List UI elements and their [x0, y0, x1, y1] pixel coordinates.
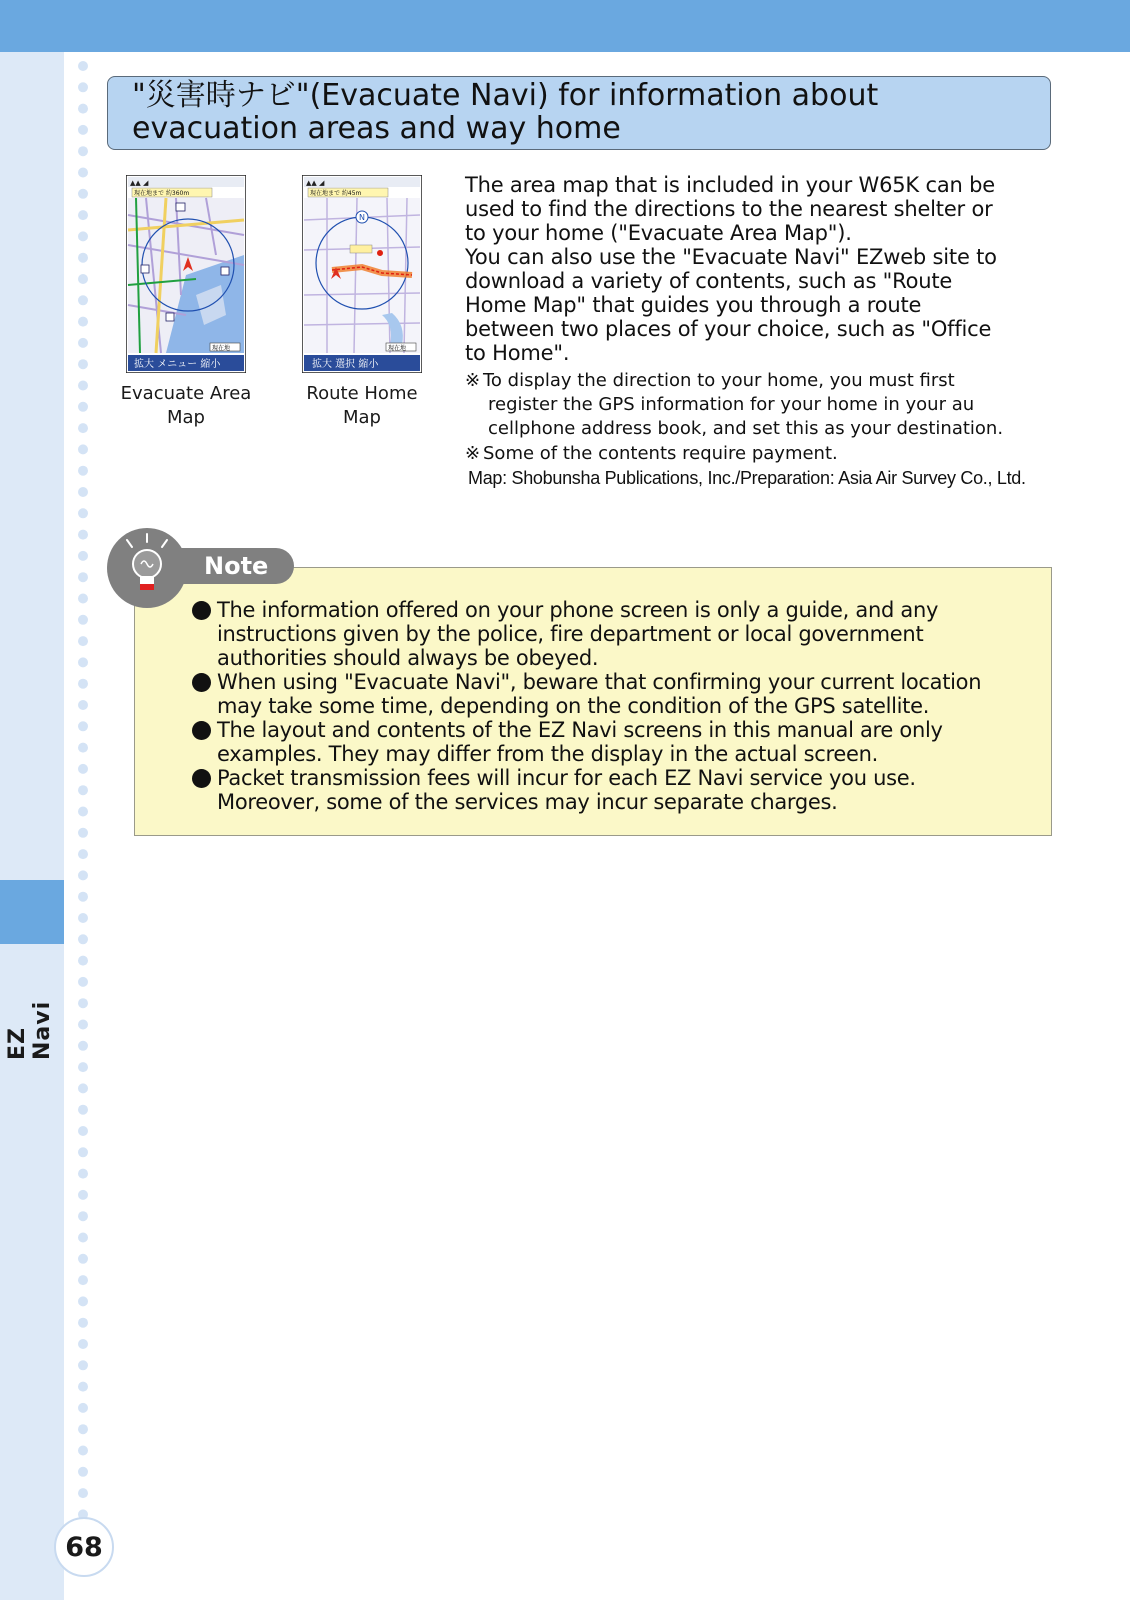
binder-dot [78, 1488, 88, 1498]
binder-dot [78, 1360, 88, 1370]
map2-softkeys: 拡大 選択 縮小 [312, 359, 379, 370]
note-item-3-line-1: The layout and contents of the EZ Navi screens in this manual are only [217, 718, 943, 742]
binder-dot [78, 274, 88, 284]
binder-dot [78, 1169, 88, 1179]
note-item [192, 718, 1047, 766]
caption-2-line-1: Route Home [306, 383, 418, 404]
binder-dot [78, 168, 88, 178]
binder-dot [78, 189, 88, 199]
binder-dot [78, 231, 88, 241]
binder-dot [78, 1126, 88, 1136]
binder-dot [78, 998, 88, 1008]
map1-softkeys: 拡大 メニュー 縮小 [134, 359, 221, 370]
binder-dot [78, 317, 88, 327]
binder-dot [78, 1446, 88, 1456]
svg-text:▲▲ ◢: ▲▲ ◢ [306, 179, 325, 187]
body-line: used to find the directions to the nearest shelter or [465, 197, 993, 221]
body-line: to Home". [465, 341, 570, 365]
bullet-icon [192, 721, 211, 740]
bullet-icon [192, 769, 211, 788]
body-line: Home Map" that guides you through a route [465, 293, 922, 317]
binder-dot [78, 1233, 88, 1243]
binder-dot [78, 934, 88, 944]
footnote-1-line-2: register the GPS information for your home in your au [488, 394, 975, 415]
binder-dot [78, 423, 88, 433]
map2-status-text: 現在地まで 約45m [310, 190, 362, 197]
binder-dot [78, 82, 88, 92]
binder-dot [78, 508, 88, 518]
map1-location-button: 現在地 [212, 345, 231, 352]
binder-dot [78, 1339, 88, 1349]
binder-dot [78, 1147, 88, 1157]
binder-dot [78, 657, 88, 667]
binder-dot [78, 636, 88, 646]
caption-1-line-2: Map [167, 407, 205, 428]
binder-dot [78, 977, 88, 987]
binder-dots-graphic [77, 60, 89, 1520]
binder-dot [78, 764, 88, 774]
binder-dot [78, 679, 88, 689]
note-item-1-line-3: authorities should always be obeyed. [217, 646, 599, 670]
binder-dot [78, 1041, 88, 1051]
binder-dot [78, 1190, 88, 1200]
page-number-text: 68 [65, 1531, 103, 1563]
evacuate-area-map-caption [106, 382, 266, 430]
body-paragraph [465, 173, 1065, 365]
caption-2-line-2: Map [343, 407, 381, 428]
note-item-1-line-1: The information offered on your phone screen is only a guide, and any [217, 598, 939, 622]
binder-dot [78, 700, 88, 710]
binder-dot [78, 1275, 88, 1285]
binder-dot [78, 1403, 88, 1413]
binder-dot [78, 1254, 88, 1264]
binder-dot [78, 359, 88, 369]
footnote-2-text: Some of the contents require payment. [483, 443, 838, 464]
route-home-map-image [302, 175, 422, 373]
body-line: You can also use the "Evacuate Navi" EZweb site to [465, 245, 997, 269]
binder-dot [78, 956, 88, 966]
bullet-icon [192, 673, 211, 692]
body-line: to your home ("Evacuate Area Map"). [465, 221, 852, 245]
note-item-4-line-2: Moreover, some of the services may incur separate charges. [217, 790, 838, 814]
binder-dot [78, 572, 88, 582]
section-label-text: EZ Navi [5, 1000, 55, 1060]
binder-dot [78, 295, 88, 305]
evacuate-area-map-screenshot [126, 175, 246, 373]
binder-dot [78, 487, 88, 497]
map2-location-button: 現在地 [388, 345, 407, 352]
svg-text:▲▲ ◢: ▲▲ ◢ [130, 179, 149, 187]
note-item-3-line-2: examples. They may differ from the display in the actual screen. [217, 742, 878, 766]
route-home-map-caption [282, 382, 442, 430]
section-title-line-2: evacuation areas and way home [132, 111, 621, 146]
binder-dot [78, 125, 88, 135]
binder-dot [78, 104, 88, 114]
bullet-icon [192, 601, 211, 620]
map-credit: Map: Shobunsha Publications, Inc./Preparation: Asia Air Survey Co., Ltd. [468, 468, 1026, 488]
footnote-gps [465, 369, 1065, 441]
binder-dot [78, 1105, 88, 1115]
page-number [54, 1517, 114, 1577]
binder-dot [78, 381, 88, 391]
section-label [5, 960, 55, 1060]
note-top-rule [294, 567, 1052, 568]
binder-dot [78, 210, 88, 220]
map1-status-text: 現在地まで 約360m [134, 190, 190, 197]
binder-dot [78, 146, 88, 156]
side-margin-strip [0, 52, 64, 1600]
binder-dot [78, 785, 88, 795]
note-item-2-line-1: When using "Evacuate Navi", beware that confirming your current location [217, 670, 982, 694]
binder-dots [77, 60, 89, 1520]
binder-dot [78, 253, 88, 263]
binder-dot [78, 1083, 88, 1093]
footnote-mark: ※ [465, 443, 481, 464]
binder-dot [78, 466, 88, 476]
binder-dot [78, 61, 88, 71]
lightbulb-icon-graphic [107, 528, 187, 608]
binder-dot [78, 1020, 88, 1030]
binder-dot [78, 892, 88, 902]
binder-dot [78, 913, 88, 923]
note-list [192, 598, 1047, 814]
binder-dot [78, 1382, 88, 1392]
note-heading [176, 548, 294, 584]
binder-dot [78, 807, 88, 817]
caption-1-line-1: Evacuate Area [120, 383, 252, 404]
footnote-1-line-3: cellphone address book, and set this as your destination. [488, 418, 1004, 439]
binder-dot [78, 849, 88, 859]
binder-dot [78, 721, 88, 731]
binder-dot [78, 1467, 88, 1477]
note-item-1-line-2: instructions given by the police, fire department or local government [217, 622, 924, 646]
binder-dot [78, 615, 88, 625]
footnote-1-line-1: To display the direction to your home, you must first [483, 370, 955, 391]
top-header-bar [0, 0, 1130, 52]
binder-dot [78, 530, 88, 540]
binder-dot [78, 338, 88, 348]
note-item-2-line-2: may take some time, depending on the condition of the GPS satellite. [217, 694, 930, 718]
binder-dot [78, 1424, 88, 1434]
section-title-line-1: "災害時ナビ"(Evacuate Navi) for information about [132, 78, 879, 113]
body-line: The area map that is included in your W65K can be [465, 173, 995, 197]
binder-dot [78, 1062, 88, 1072]
route-home-map-screenshot [302, 175, 422, 373]
footnote-mark: ※ [465, 370, 481, 391]
body-line: download a variety of contents, such as "Route [465, 269, 953, 293]
binder-dot [78, 1211, 88, 1221]
binder-dot [78, 870, 88, 880]
binder-dot [78, 1296, 88, 1306]
binder-dot [78, 828, 88, 838]
note-item [192, 670, 1047, 718]
binder-dot [78, 1318, 88, 1328]
binder-dot [78, 402, 88, 412]
body-line: between two places of your choice, such as "Office [465, 317, 992, 341]
binder-dot [78, 551, 88, 561]
note-item [192, 766, 1047, 814]
note-item [192, 598, 1047, 670]
section-tab-marker [0, 880, 64, 944]
binder-dot [78, 444, 88, 454]
binder-dot [78, 594, 88, 604]
lightbulb-icon [107, 528, 187, 608]
section-title [107, 76, 1051, 150]
svg-text:N: N [359, 213, 365, 222]
binder-dot [78, 743, 88, 753]
note-item-4-line-1: Packet transmission fees will incur for each EZ Navi service you use. [217, 766, 916, 790]
note-heading-text: Note [204, 552, 269, 580]
footnote-payment [465, 442, 1065, 466]
evacuate-area-map-image [126, 175, 246, 373]
